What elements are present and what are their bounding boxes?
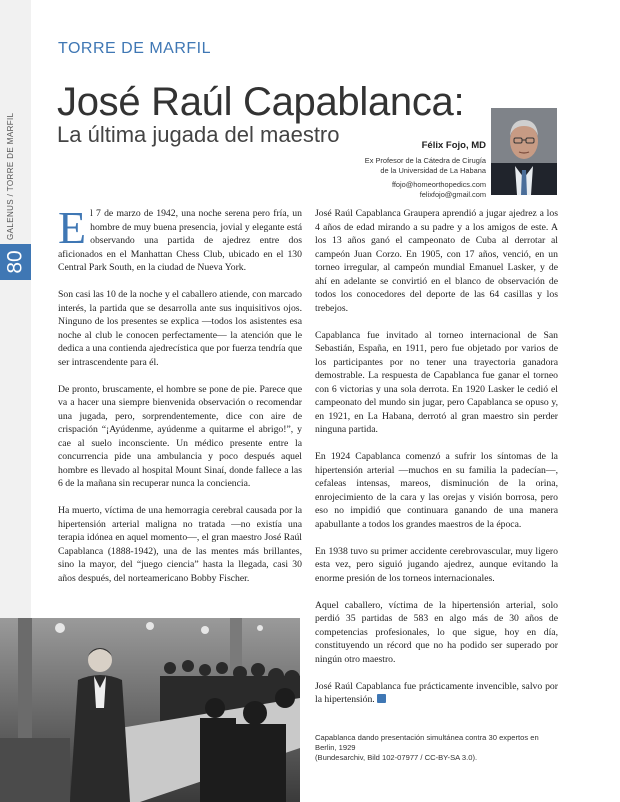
page-number: 80 [3,250,27,274]
historical-photo [0,618,300,802]
article-subtitle: La última jugada del maestro [57,122,340,147]
paragraph: José Raúl Capablanca fue prácticamente invencible, salvo por la hipertensión. [315,680,558,705]
author-portrait [491,108,557,195]
paragraph: Aquel caballero, víctima de la hipertensión arterial, solo perdió 35 partidas de 583 en algo más de 30 años de competencias profesionales, lo que sigue, hoy en día, constituyendo un récord que no ha podido ser superado por ningún otro maestro. [315,599,558,665]
paragraph: Capablanca fue invitado al torneo internacional de San Sebastián, España, en 1911, pero fue objetado por varios de los participantes por no tener una trayectoria ganadora demostrable. La respuesta de Capablanca fue ganar el torneo con 6 victorias y una sola derrota. En 1920 Lasker le cedió el campeonato del mundo sin jugar, pero Capablanca se opuso y, en 1921, en La Habana, derrotó al gran maestro sin perder ninguna partida. [315,329,558,435]
paragraph: Ha muerto, víctima de una hemorragia cerebral causada por la hipertensión arterial maligna no tratada —no existía una terapia idónea en aquel momento—, el gran maestro José Raúl Capablanca (1888-1942), una de las mentes más brillantes, sino la mayor, del “juego ciencia” hasta la llegada, casi 30 años después, del norteamericano Bobby Fischer. [58,505,302,584]
article-title: José Raúl Capablanca: [57,80,465,124]
page-number-box [0,244,31,280]
author-emails [392,180,486,199]
chess-simultaneous-photo [0,618,300,802]
paragraph: En 1938 tuvo su primer accidente cerebrovascular, muy ligero esta vez, pero siguió jugando ajedrez, aunque evitando la enorme presión de los torneos internacionales. [315,545,558,584]
paragraph: El 7 de marzo de 1942, una noche serena pero fría, un hombre de muy buena presencia, jovial y elegante está observando una partida de ajedrez entre dos aficionados en el Manhattan Chess Club, ubicado en el 130 Central Park South, en la ciudad de Nueva York. [58,202,302,273]
author-affiliation: Ex Profesor de la Cátedra de Cirugía de la Universidad de La Habana [364,156,486,175]
author-name: Félix Fojo, MD [421,140,486,151]
drop-cap: E [58,202,87,253]
paragraph: Son casi las 10 de la noche y el caballero atiende, con marcado interés, la partida que se desarrolla ante sus inquisitivos ojos. Ninguno de los presentes se explica —todos los asistentes esa noche al club le conocen perfectamente— la atención que le dedica a una contienda ajedrecística que por fuerza tendría que ser intrascendente para él. [58,289,302,368]
running-head: GALENUS / TORRE DE MARFIL [6,112,15,240]
paragraph: José Raúl Capablanca Graupera aprendió a jugar ajedrez a los 4 años de edad mirando a su padre y a los amigos de este. A los 13 años ganó el campeonato de Cuba al derrotar al campeón Juan Corzo. En 1905, con 17 años, venció, en un torneo irregular, al campeón mundial Emanuel Lasker, y de ahí en adelante se convirtió en el blanco de observación de todos los conocedores del deporte de las 64 casillas y los trebejos. [315,208,558,314]
article-column-left [58,202,302,599]
section-label: TORRE DE MARFIL [58,40,211,57]
paragraph: De pronto, bruscamente, el hombre se pone de pie. Parece que va a hacer una siempre bienvenida observación o recomendar una jugada, pero, sorprendentemente, dice con aire de crispación “¡Ayúdenme, ayúdenme a quitarme el abrigo!”, y cae al suelo inconsciente. Un médico presente entre la concurrencia pide una ambulancia y poco después aquel hombre es llevado al hospital Mount Sinaí, donde fallece a las 6 de la mañana sin recuperar nunca la conciencia. [58,383,302,489]
end-mark-icon [377,694,386,703]
author-email-link[interactable]: ffojo@homeorthopedics.com [391,180,486,189]
paragraph: En 1924 Capablanca comenzó a sufrir los síntomas de la hipertensión arterial —muchos en su familia la padecían—, cefaleas intensas, mareos, disminución de la orina, enrojecimiento de la cara y las orejas y visión borrosa, pero eso no impidió que continuara ganando de una manera apabullante a todos los grandes maestros de la época. [315,451,558,530]
article-column-right [315,207,558,720]
author-email-link[interactable]: felixfojo@gmail.com [419,189,486,199]
photo-caption: Capablanca dando presentación simultánea contra 30 expertos en Berlin, 1929 (Bundesarchiv, Bild 102-07977 / CC-BY-SA 3.0). [315,733,539,762]
author-portrait-image [491,108,557,195]
